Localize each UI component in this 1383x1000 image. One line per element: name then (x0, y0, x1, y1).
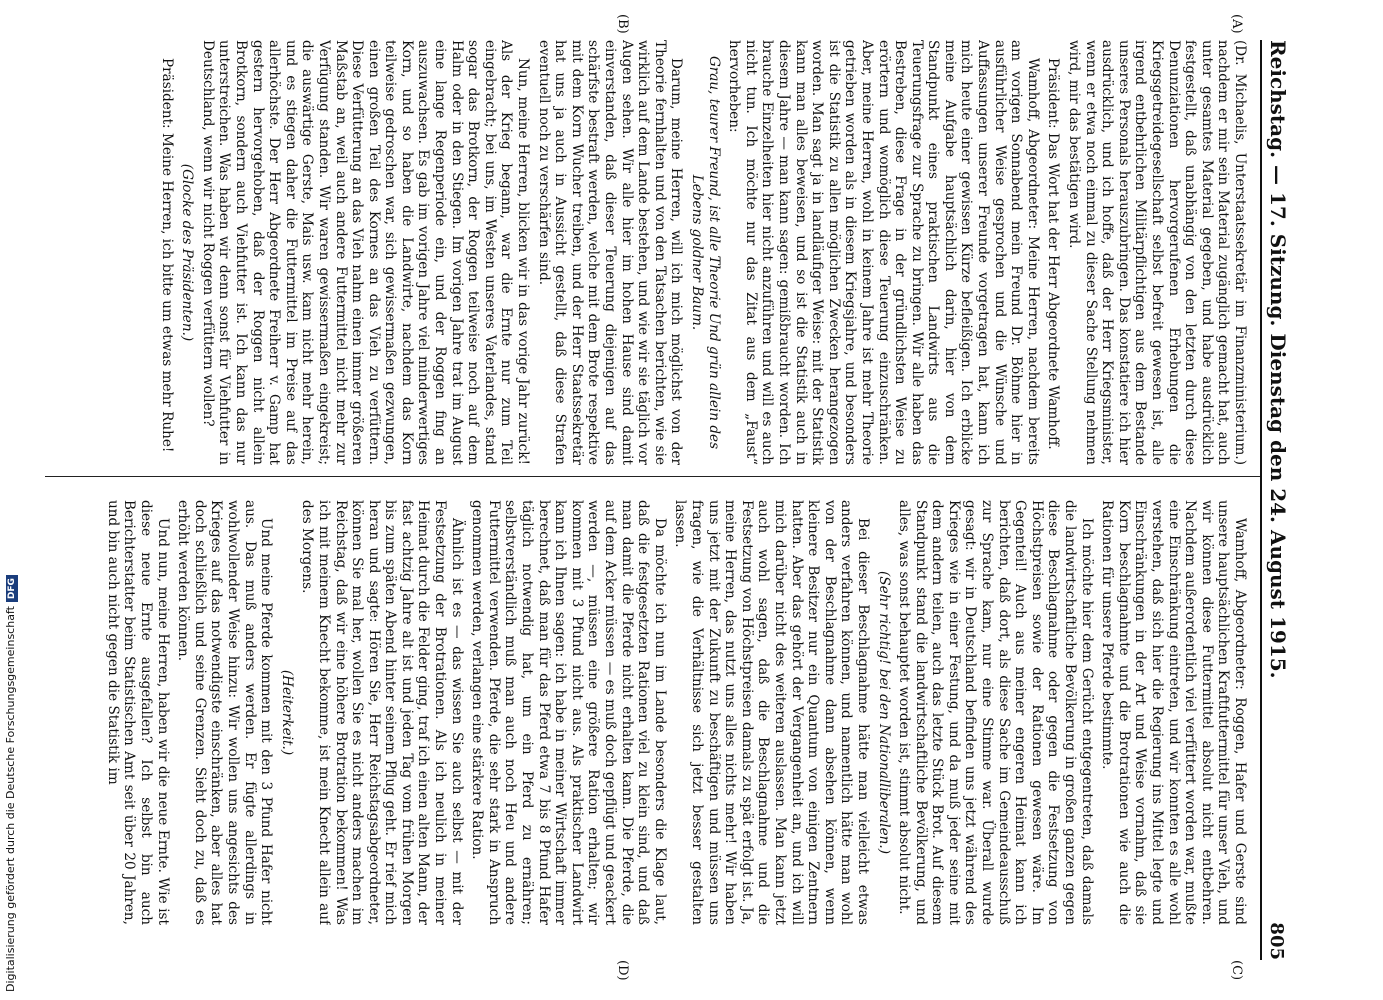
margin-mark-b: (B) (615, 14, 630, 34)
paragraph: Darum, meine Herren, will ich mich möglichst von der Theorie fernhalten und von den Tatsachen berichten, wie sie wirklich auf dem Lande bestehen, und wie wir sie täglich vor Augen sehen. Wir alle hier im hohen Hause sind damit einverstanden, daß dieser Teuerung diejenigen auf das schärfste bestraft werden, welche mit dem Brote respektive mit dem Korn Wucher treiben, und der Herr Staatssekretär hat uns ja auch in Aussicht gestellt, daß diese Strafen eventuell noch zu verschärfen sind. (535, 40, 685, 465)
page-number: 805 (1266, 922, 1287, 960)
stage-direction: (Heiterkeit.) (278, 669, 295, 756)
dfg-logo: DFG (6, 575, 18, 602)
left-column (48, 40, 1248, 465)
column-divider (45, 476, 1260, 477)
paragraph: Und meine Pferde kommen mit den 3 Pfund Hafer nicht aus. Das muß anders werden. Er fügte allerdings in wohlwollender Weise hinzu: Wir wollen uns angesichts des Krieges auf das notwendigste einschränken, aber alles hat doch schließlich und seine Grenzen. Sieht doch zu, daß es erhöht werden können. (175, 500, 275, 925)
credit-text: Digitalisierung gefördert durch die Deutsche Forschungsgemeinschaft (4, 606, 17, 992)
header-title: Reichstag. — 17. Sitzung. Dienstag den 24. August 1915. (1266, 40, 1290, 679)
paragraph: Ich möchte hier dem Gerücht entgegentreten, daß damals die landwirtschaftliche Bevölkerung in großen ganzen gegen diese Beschlagnahme oder gegen die Festsetzung von Höchstpreisen sowie der Rationen gewesen wäre. Im Gegenteil! Auch aus meiner engeren Heimat kann ich berichten, daß dort, als diese Sache im Gemeindeausschuß zur Sprache kam, nur eine Stimme war. Überall wurde gesagt: wir in Deutschland befinden uns jetzt während des Krieges wie in einer Festung, und da muß jeder seine mit dem andern teilen, auch das letzte Stück Brot. Auf diesem Standpunkt stand die landwirtschaftliche Bevölkerung, und alles, was sonst behauptet worden ist, stimmt absolut nicht. (896, 500, 1095, 925)
stage-direction: (Glocke des Präsidenten.) (179, 163, 196, 342)
margin-mark-d: (D) (615, 960, 630, 981)
paragraph: Nun, meine Herren, blicken wir in das vorige Jahr zurück! Als der Krieg begann, war die Ernte nur zum Teil eingebracht; bei uns, im Westen unseres Vaterlandes, stand sogar das Brotkorn, der Roggen teilweise noch auf dem Halm oder in den Stiegen. Im vorigen Jahre trat im August eine lange Regenperiode ein, und der Roggen fing an auszuwachsen. Es gab im vorigen Jahre viel minderwertiges Korn, und so haben die Landwirte, nachdem das Korn teilweise gedroschen war, sich gewissermaßen gezwungen, einen großen Teil des Kornes an das Vieh zu verfüttern. Diese Verfütterung an das Vieh nahm einen immer größeren Maßstab an, weil auch andere Futtermittel nicht mehr zur Verfügung standen. Wir waren gewissermaßen eingekreist; die auswärtige Gerste, Mais usw. kam nicht mehr herein, und es stiegen daher die Futtermittel im Preise auf das allerhöchste. Der Herr Abgeordnete Freiherr v. Gamp hat gestern hervorgehoben, daß der Roggen nicht allein Brotkorn, sondern auch Viehfutter ist. Ich kann das nur unterstreichen. Was haben wir denn sonst für Viehfutter in Deutschland, wenn wir nicht Roggen verfüttern wollen? (199, 40, 532, 465)
margin-mark-c: (C) (1229, 960, 1244, 981)
right-column (48, 500, 1248, 925)
paragraph: Präsident: Das Wort hat der Herr Abgeordnete Wamhoff. (1045, 58, 1062, 450)
paragraph: Bei dieser Beschlagnahme hätte man vielleicht etwas anders verfahren können, und namentlich hätte man wohl von der Beschlagnahme dann absehen können, wenn kleinere Besitzer nur ein Quantum von einigen Zentnern hatten. Aber das gehört der Vergangenheit an, und ich will mich darüber nicht des weiteren auslassen. Man kann jetzt auch wohl sagen, daß die Beschlagnahme und die Festsetzung von Höchstpreisen damals zu spät erfolgt ist. Ja, meine Herren, das nutzt uns alles nichts mehr! Wir haben uns jetzt mit der Zukunft zu beschäftigen und müssen uns fragen, wie die Verhältnisse sich jetzt besser gestalten lassen. (672, 500, 871, 925)
paragraph: Da möchte ich nun im Lande besonders die Klage laut, daß die festgesetzten Rationen viel zu klein sind, und daß man damit die Pferde nicht erhalten kann. Die Pferde, die auf dem Acker müssen — es muß doch gepflügt und geackert werden —, müssen eine größere Ration erhalten; wir kommen mit 3 Pfund nicht aus. Als praktischer Landwirt kann ich Ihnen sagen: ich habe in meiner Wirtschaft immer berechnet, daß man für das Pferd etwa 7 bis 8 Pfund Hafer täglich notwendig hat, um ein Pferd zu ernähren; selbstverständlich muß man auch noch Heu und andere Futtermittel verwenden. Pferde, die sehr stark in Anspruch genommen werden, verlangen eine stärkere Ration. (469, 500, 668, 925)
paragraph: Wamhoff, Abgeordneter: Meine Herren, nachdem bereits am vorigen Sonnabend mein Freund Dr. Böhme hier in ausführlicher Weise gesprochen und die Wünsche und Auffassungen unserer Freunde vorgetragen hat, kann ich mich heute einer gewissen Kürze befleißigen. Ich erblicke meine Aufgabe hauptsächlich darin, hier von dem Standpunkt eines praktischen Landwirts aus die Teuerungsfrage zur Sprache zu bringen. Wir alle haben das Bestreben, diese Frage in der gründlichsten Weise zu erörtern und womöglich diese Teuerung einzuschränken. Aber, meine Herren, wohl in keinem Jahre ist mehr Theorie getrieben worden als in diesem Kriegsjahre, und besonders ist die Statistik zu allen möglichen Zwecken herangezogen worden. Man sagt ja in landläufiger Weise: mit der Statistik kann man alles beweisen, und so ist die Statistik auch in diesem Jahre — man kann sagen: gemißbraucht worden. Ich brauche Einzelheiten hier nicht anzuführen und will es auch nicht tun. Ich möchte nur das Zitat aus dem „Faust“ hervorheben: (726, 40, 1041, 465)
stage-direction: (Sehr richtig! bei den Nationalliberalen.) (875, 571, 892, 854)
paragraph: Ähnlich ist es — das wissen Sie auch selbst — mit der Festsetzung der Brotrationen. Als ich neulich in meiner Heimat durch die Felder ging, traf ich einen alten Mann, der fast achtzig Jahre alt ist und jeden Tag vom frühen Morgen bis zum späten Abend hinter seinem Pflug geht. Er rief mich heran und sagte: Hören Sie, Herr Reichstagsabgeordneter, können Sie mal her, wollen Sie es nicht anders machen im Reichstag, daß wir eine höhere Brotration bekommen! Was ich mit meinem Knecht bekomme, ist mein Knecht allein auf des Morgens. (299, 500, 465, 925)
footer-credit (4, 575, 18, 992)
quote: Grau, teurer Freund, ist alle Theorie Und grün allein des Lebens goldner Baum. (689, 55, 722, 450)
paragraph: (Dr. Michaelis, Unterstaatssekretär im Finanzministerium.) nachdem er mir sein Material zugänglich gemacht hat, auch unter gesamtes Material gegeben, und habe ausdrücklich festgestellt, daß unabhängig von den letzten durch diese Denunziationen hervorgerufenen Erhebungen die Kriegsgetreidegesellschaft selbst befreit gewesen ist, alle irgend entbehrlichen Militärpflichtigen aus dem Bestande unseres Personals herauszubringen. Das konstatiere ich hier ausdrücklich, und ich hoffe, daß der Herr Kriegsminister, wenn er etwa noch einmal zu dieser Sache Stellung nehmen wird, mir das bestätigen wird. (1066, 40, 1248, 465)
footer-strip (0, 0, 22, 1000)
paragraph: Und nun, meine Herren, haben wir die neue Ernte. Wie ist diese neue Ernte ausgefallen? Ich selbst bin auch Berichterstatter beim Statistischen Amt seit über 20 Jahren, und bin auch nicht gegen die Statistik im (104, 500, 171, 925)
margin-mark-a: (A) (1229, 14, 1244, 34)
paragraph: Präsident: Meine Herren, ich bitte um etwas mehr Ruhe! (158, 58, 175, 453)
paragraph: Wamhoff, Abgeordneter: Roggen, Hafer und Gerste sind unsere hauptsächlichen Kraftfuttermittel für unser Vieh, und wir können diese Futtermittel absolut nicht entbehren. Nachdem außerordentlich viel verfüttert worden war, mußte eine Einschränkung eintreten, und wir konnten es alle wohl verstehen, daß sich hier die Regierung ins Mittel legte und Einschränkungen in der Art und Weise vornahm, daß sie Korn beschlagnahmte und die Brotrationen wie auch die Rationen für unsere Pferde bestimmte. (1099, 500, 1248, 925)
page-header (1260, 40, 1300, 960)
